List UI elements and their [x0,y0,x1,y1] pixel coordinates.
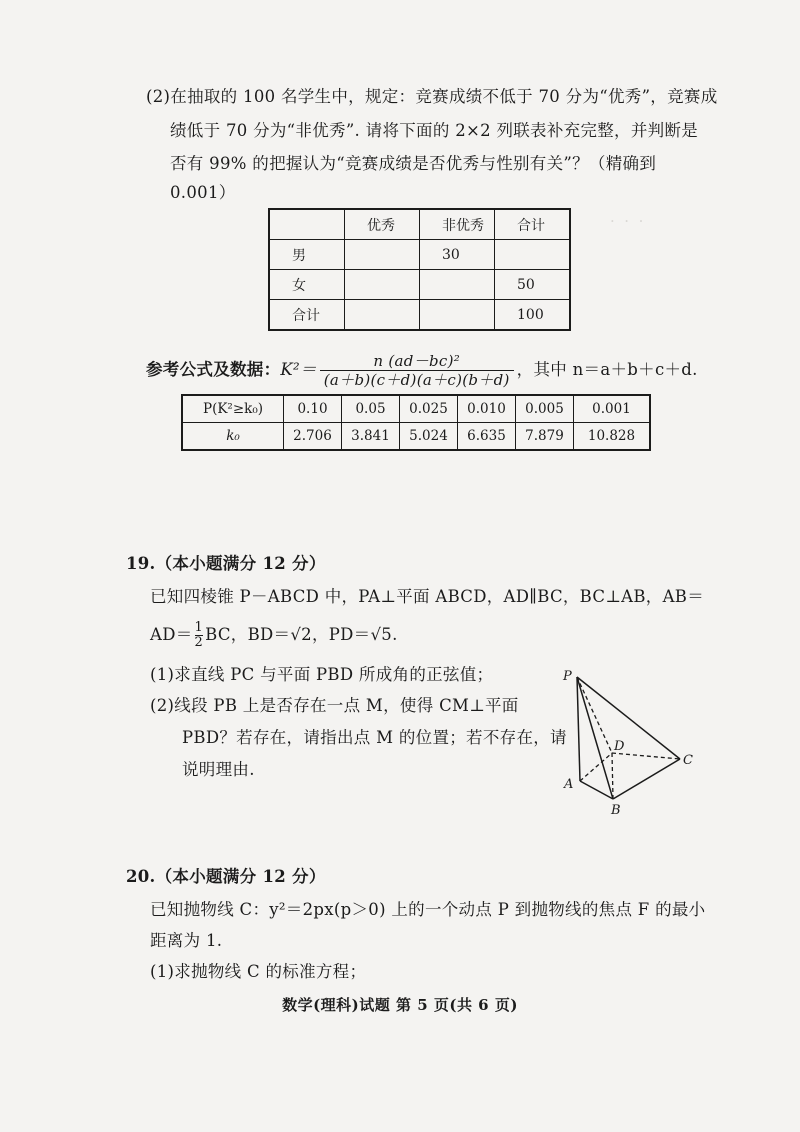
table-header: 非优秀 [420,209,495,240]
half-denominator: 2 [194,635,204,650]
page-footer: 数学(理科)试题 第 5 页(共 6 页) [282,996,518,1014]
table-cell [269,209,345,240]
table-row [269,300,570,331]
q19-sub-2-line-3: 说明理由. [182,760,255,779]
q19-line-2 [150,618,398,652]
edge-bd [612,753,613,799]
edge-bc [613,759,680,799]
table-header: 合计 [495,209,571,240]
table-cell: 0.005 [516,395,574,423]
label-p: P [563,669,572,684]
q20-line-1: 已知抛物线 C：y²＝2px(p＞0) 上的一个动点 P 到抛物线的焦点 F 的最小 [150,900,706,919]
table-cell: 5.024 [400,423,458,451]
formula-prefix: 参考公式及数据： [146,360,281,379]
table-cell: 0.05 [342,395,400,423]
table-header: 优秀 [345,209,420,240]
table-header: k₀ [182,423,284,451]
table-cell: 合计 [269,300,345,331]
label-a: A [564,777,574,792]
k-critical-table [181,394,651,451]
part2-line-1: (2)在抽取的 100 名学生中，规定：竞赛成绩不低于 70 分为“优秀”，竞赛成 [146,87,718,106]
table-cell: 男 [269,240,345,270]
edge-pd [577,677,612,753]
label-d: D [614,739,625,754]
table-cell: 0.10 [284,395,342,423]
table-cell [420,300,495,331]
table-cell: 10.828 [574,423,651,451]
part2-line-2: 绩低于 70 分为“非优秀”. 请将下面的 2×2 列联表补充完整，并判断是 [170,121,699,140]
table-cell: 0.010 [458,395,516,423]
reference-formula [146,348,698,392]
q19-sub-1: (1)求直线 PC 与平面 PBD 所成角的正弦值； [150,665,494,684]
label-b: B [611,803,621,818]
q20-sub-1: (1)求抛物线 C 的标准方程； [150,962,367,981]
label-c: C [683,753,693,768]
formula-lhs: K²＝ [280,360,317,379]
table-row [269,209,570,240]
formula-fraction [320,352,514,389]
formula-denominator: (a＋b)(c＋d)(a＋c)(b＋d) [323,371,510,389]
table-row [182,423,650,451]
edge-pb [577,677,613,799]
contingency-table [268,208,571,331]
table-cell [345,300,420,331]
half-fraction [195,621,204,650]
table-cell: 3.841 [342,423,400,451]
formula-suffix: ，其中 n＝a＋b＋c＋d. [516,360,698,379]
pyramid-figure [555,668,705,818]
table-cell: 30 [420,240,495,270]
q19-line-1: 已知四棱锥 P－ABCD 中，PA⊥平面 ABCD，AD∥BC，BC⊥AB，AB＝ [150,587,705,606]
q19-sub-2-line-2: PBD？若存在，请指出点 M 的位置；若不存在，请 [182,728,567,747]
half-numerator: 1 [194,620,204,635]
q19-line-2-end: BC，BD＝√2，PD＝√5. [205,625,398,644]
formula-numerator: n (ad－bc)² [320,352,514,371]
edge-pa [577,677,580,781]
table-cell: 0.001 [574,395,651,423]
table-cell: 7.879 [516,423,574,451]
q19-sub-2-line-1: (2)线段 PB 上是否存在一点 M，使得 CM⊥平面 [150,696,519,715]
q20-line-2: 距离为 1. [150,931,223,950]
table-cell [495,240,571,270]
table-cell: 女 [269,270,345,300]
bleed-through-text: · · · [610,212,644,230]
table-cell: 100 [495,300,571,331]
q20-title: 20.（本小题满分 12 分） [126,867,326,886]
table-header: P(K²≥k₀) [182,395,284,423]
table-cell [345,270,420,300]
edge-pc [577,677,680,759]
table-row [269,270,570,300]
part2-line-4: 0.001） [170,183,236,202]
table-cell: 0.025 [400,395,458,423]
q19-line-2-start: AD＝ [150,625,193,644]
table-row [182,395,650,423]
table-cell: 50 [495,270,571,300]
table-cell [420,270,495,300]
q19-title: 19.（本小题满分 12 分） [126,554,326,573]
table-cell: 6.635 [458,423,516,451]
table-row [269,240,570,270]
table-cell: 2.706 [284,423,342,451]
part2-line-3: 否有 99% 的把握认为“竞赛成绩是否优秀与性别有关”？（精确到 [170,154,657,173]
table-cell [345,240,420,270]
